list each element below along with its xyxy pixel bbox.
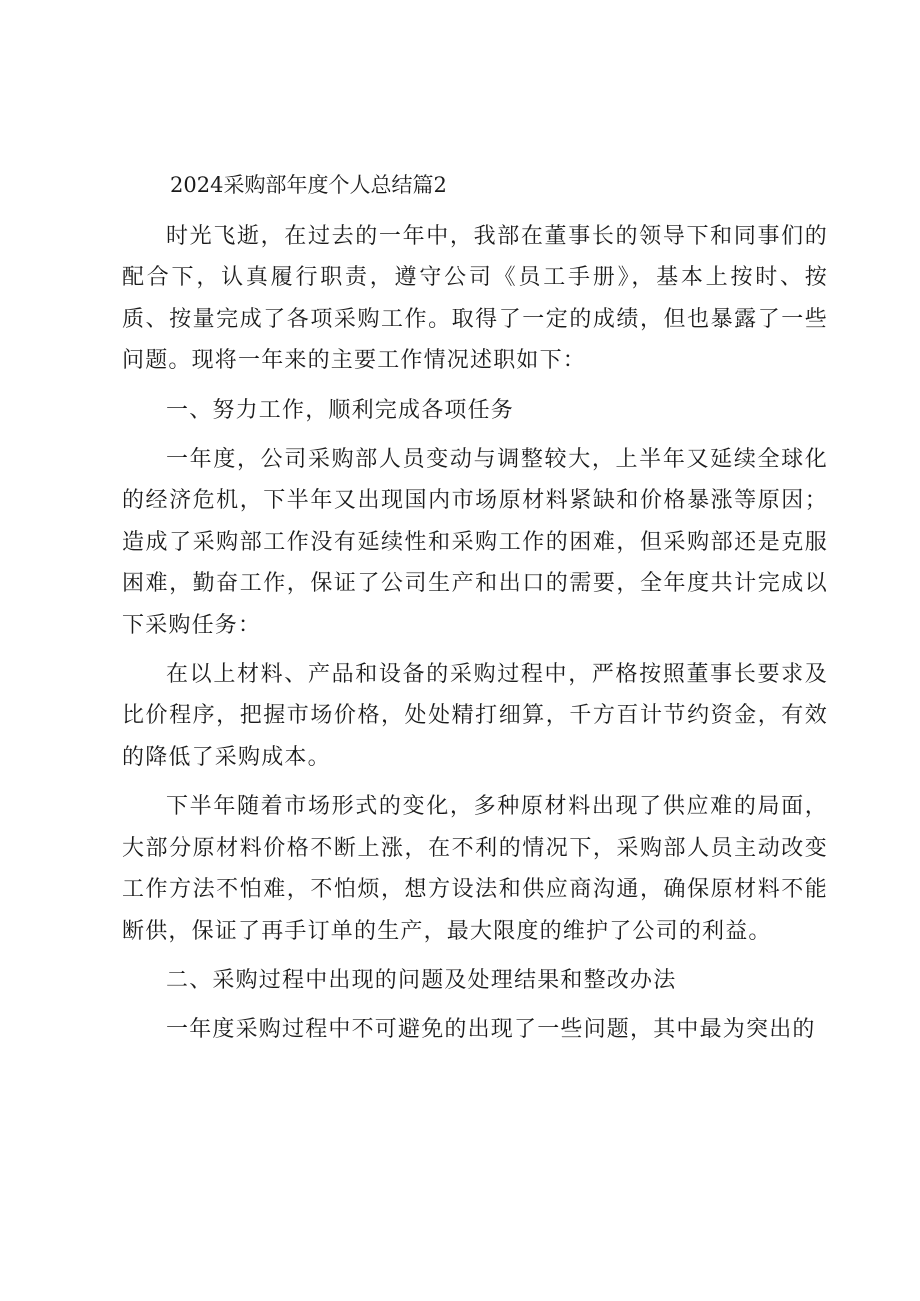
intro-paragraph: 时光飞逝，在过去的一年中，我部在董事长的领导下和同事们的配合下，认真履行职责，遵守公司《员工手册》，基本上按时、按质、按量完成了各项采购工作。取得了一定的成绩，但也暴露了一些问题。现将一年来的主要工作情况述职如下： bbox=[122, 224, 828, 374]
document-page bbox=[122, 166, 828, 1059]
section-1-paragraph-1: 一年度，公司采购部人员变动与调整较大，上半年又延续全球化的经济危机，下半年又出现国内市场原材料紧缺和价格暴涨等原因；造成了采购部工作没有延续性和采购工作的困难，但采购部还是克服困难，勤奋工作，保证了公司生产和出口的需要，全年度共计完成以下采购任务： bbox=[122, 447, 828, 638]
section-1-heading: 一、努力工作，顺利完成各项任务 bbox=[166, 397, 515, 423]
section-1-paragraph-3: 下半年随着市场形式的变化，多种原材料出现了供应难的局面，大部分原材料价格不断上涨，在不利的情况下，采购部人员主动改变工作方法不怕难，不怕烦，想方设法和供应商沟通，确保原材料不能断供，保证了再手订单的生产，最大限度的维护了公司的利益。 bbox=[122, 794, 828, 944]
document-title: 2024采购部年度个人总结篇2 bbox=[170, 173, 447, 197]
section-1-paragraph-2: 在以上材料、产品和设备的采购过程中，严格按照董事长要求及比价程序，把握市场价格，处处精打细算，千方百计节约资金，有效的降低了采购成本。 bbox=[122, 662, 828, 770]
section-2-paragraph-1: 一年度采购过程中不可避免的出现了一些问题，其中最为突出的 bbox=[166, 1017, 816, 1043]
section-2-heading: 二、采购过程中出现的问题及处理结果和整改办法 bbox=[166, 967, 677, 993]
